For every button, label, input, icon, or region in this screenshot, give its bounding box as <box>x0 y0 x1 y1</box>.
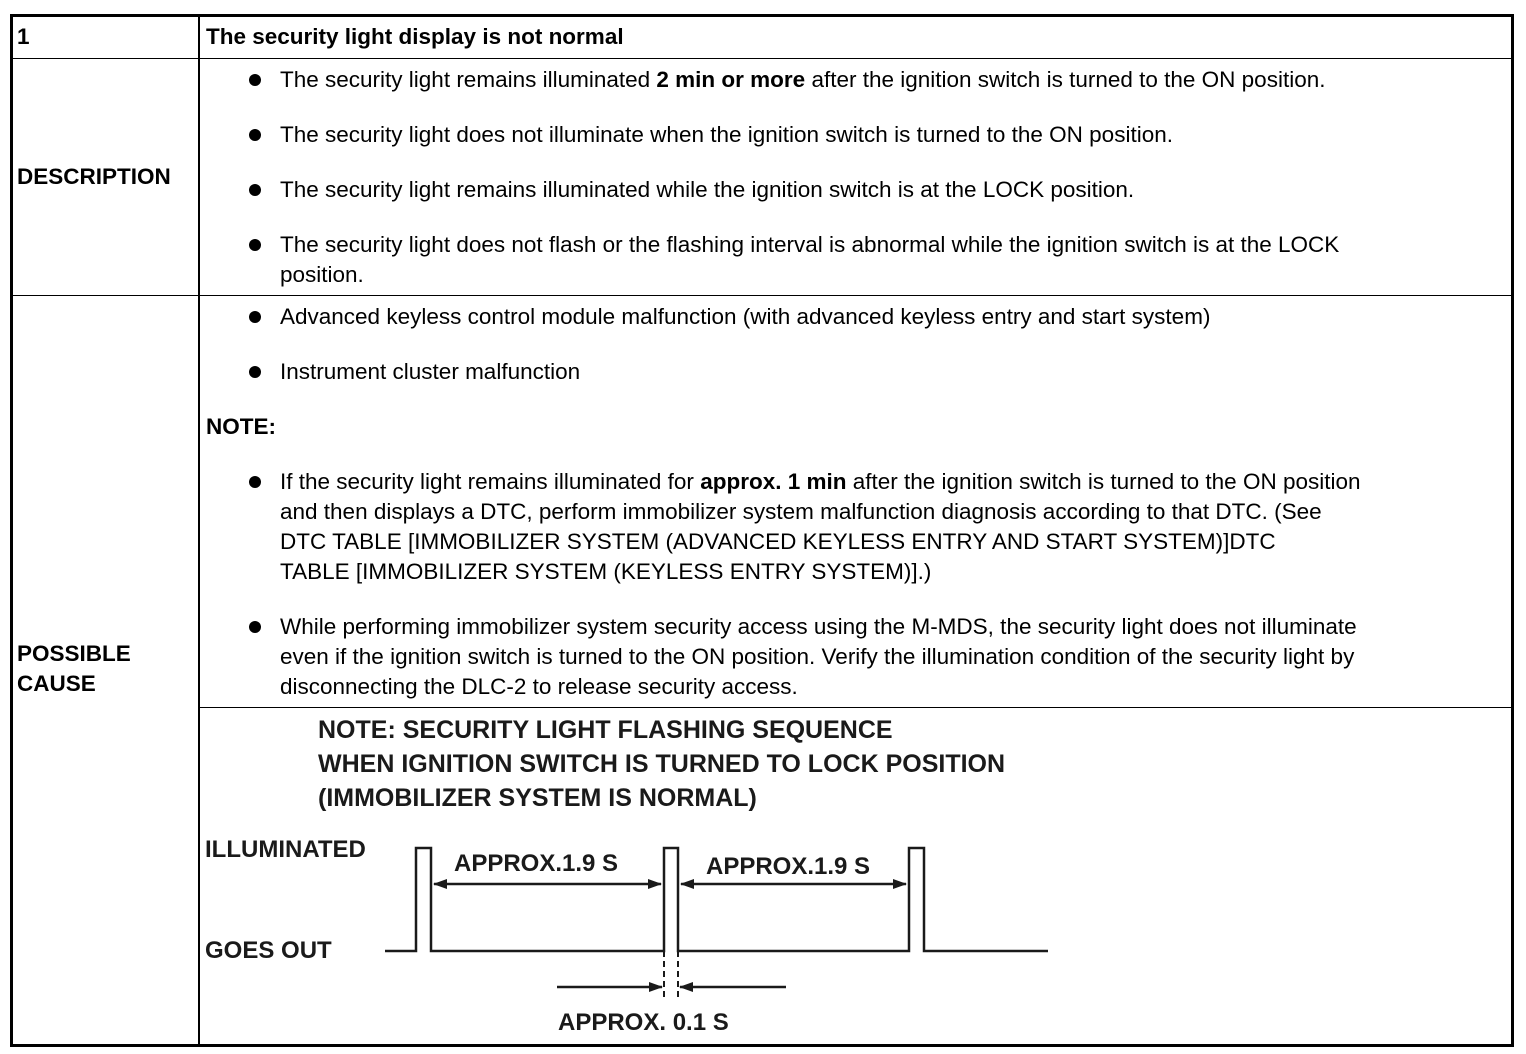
bullet-icon <box>249 184 261 196</box>
pulse-width-label: APPROX. 0.1 S <box>558 1009 729 1036</box>
description-item-1: The security light remains illuminated 2 min or more after the ignition switch is turned to the ON position. <box>280 67 1326 92</box>
bullet-icon <box>249 476 261 488</box>
description-item-4-line-1: The security light does not flash or the flashing interval is abnormal while the ignition switch is at the LOCK <box>280 232 1340 257</box>
interval-2-label: APPROX.1.9 S <box>706 853 871 880</box>
row-number: 1 <box>17 24 30 49</box>
bullet-icon <box>249 366 261 378</box>
possible-cause-label-line-2: CAUSE <box>17 671 96 696</box>
cause-item-2: Instrument cluster malfunction <box>280 359 581 384</box>
diagram-title-line-1: NOTE: SECURITY LIGHT FLASHING SEQUENCE <box>318 716 893 744</box>
row-title: The security light display is not normal <box>206 24 624 49</box>
interval-1-label: APPROX.1.9 S <box>454 850 619 877</box>
illuminated-level-label: ILLUMINATED <box>205 836 366 863</box>
note-item-2-line-3: disconnecting the DLC-2 to release security access. <box>280 674 798 699</box>
possible-cause-label-line-1: POSSIBLE <box>17 641 131 666</box>
bullet-icon <box>249 74 261 86</box>
description-item-3: The security light remains illuminated while the ignition switch is at the LOCK position. <box>280 177 1135 202</box>
note-item-1-line-4: TABLE [IMMOBILIZER SYSTEM (KEYLESS ENTRY SYSTEM)].) <box>280 559 932 584</box>
flashing-sequence-diagram <box>200 708 1510 1042</box>
bullet-icon <box>249 129 261 141</box>
note-item-1-line-1: If the security light remains illuminated for approx. 1 min after the ignition switch is turned to the ON position <box>280 469 1361 494</box>
note-item-2-line-1: While performing immobilizer system security access using the M-MDS, the security light does not illuminate <box>280 614 1357 639</box>
diagram-title-line-2: WHEN IGNITION SWITCH IS TURNED TO LOCK POSITION <box>318 750 1006 778</box>
diagram-title-line-3: (IMMOBILIZER SYSTEM IS NORMAL) <box>318 784 757 812</box>
description-label: DESCRIPTION <box>17 164 171 189</box>
goes-out-level-label: GOES OUT <box>205 937 332 964</box>
note-item-1-line-2: and then displays a DTC, perform immobilizer system malfunction diagnosis according to that DTC. (See <box>280 499 1322 524</box>
bullet-icon <box>249 239 261 251</box>
cause-item-1: Advanced keyless control module malfunction (with advanced keyless entry and start system) <box>280 304 1211 329</box>
bullet-icon <box>249 311 261 323</box>
description-item-4-line-2: position. <box>280 262 364 287</box>
note-label: NOTE: <box>206 414 276 439</box>
description-divider <box>10 295 1511 296</box>
bullet-icon <box>249 621 261 633</box>
note-item-2-line-2: even if the ignition switch is turned to the ON position. Verify the illumination condition of the security light by <box>280 644 1355 669</box>
note-item-1-line-3: DTC TABLE [IMMOBILIZER SYSTEM (ADVANCED KEYLESS ENTRY AND START SYSTEM)]DTC <box>280 529 1276 554</box>
header-divider <box>10 58 1511 59</box>
description-item-2: The security light does not illuminate when the ignition switch is turned to the ON position. <box>280 122 1173 147</box>
